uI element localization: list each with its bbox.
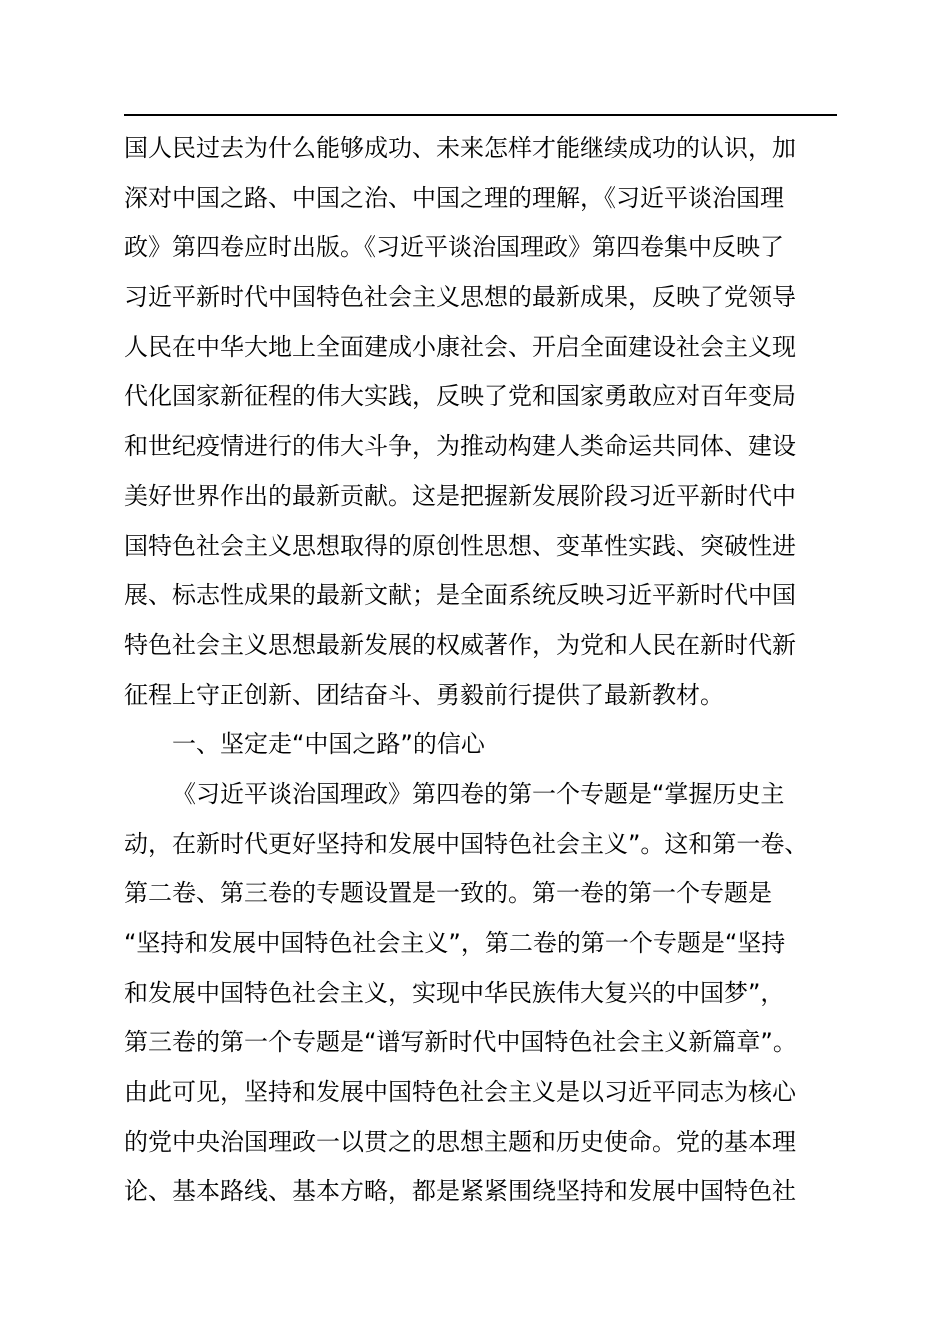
paragraph-section-body xyxy=(124,770,837,1217)
paragraph-continuation xyxy=(124,124,837,720)
text-line: 深对中国之路、中国之治、中国之理的理解，《习近平谈治国理 xyxy=(124,183,784,212)
text-line: 国人民过去为什么能够成功、未来怎样才能继续成功的认识，加 xyxy=(124,134,796,162)
text-line: 征程上守正创新、团结奋斗、勇毅前行提供了最新教材。 xyxy=(124,680,724,709)
text-line: 由此可见，坚持和发展中国特色社会主义是以习近平同志为核心 xyxy=(124,1078,796,1107)
text-line: “坚持和发展中国特色社会主义”，第二卷的第一个专题是“坚持 xyxy=(124,929,786,957)
text-line: 人民在中华大地上全面建成小康社会、开启全面建设社会主义现 xyxy=(124,332,796,361)
text-line: 和发展中国特色社会主义，实现中华民族伟大复兴的中国梦”， xyxy=(124,978,785,1007)
text-line: 论、基本路线、基本方略，都是紧紧围绕坚持和发展中国特色社 xyxy=(124,1177,796,1206)
section-heading-text: 一、坚定走“中国之路”的信心 xyxy=(172,730,485,759)
header-rule xyxy=(124,114,837,116)
text-line: 代化国家新征程的伟大实践，反映了党和国家勇敢应对百年变局 xyxy=(124,382,796,411)
text-line: 动，在新时代更好坚持和发展中国特色社会主义”。这和第一卷、 xyxy=(124,829,809,858)
text-line: 政》第四卷应时出版。《习近平谈治国理政》第四卷集中反映了 xyxy=(124,233,784,262)
text-line: 美好世界作出的最新贡献。这是把握新发展阶段习近平新时代中 xyxy=(124,481,796,510)
text-line: 习近平新时代中国特色社会主义思想的最新成果，反映了党领导 xyxy=(124,283,796,312)
text-line: 展、标志性成果的最新文献；是全面系统反映习近平新时代中国 xyxy=(124,581,796,610)
text-line: 国特色社会主义思想取得的原创性思想、变革性实践、突破性进 xyxy=(124,531,796,560)
text-line: 和世纪疫情进行的伟大斗争，为推动构建人类命运共同体、建设 xyxy=(124,432,796,461)
text-line: 的党中央治国理政一以贯之的思想主题和历史使命。党的基本理 xyxy=(124,1127,796,1156)
text-line: 第二卷、第三卷的专题设置是一致的。第一卷的第一个专题是 xyxy=(124,879,772,908)
document-body xyxy=(124,124,837,1217)
text-line: 《习近平谈治国理政》第四卷的第一个专题是“掌握历史主 xyxy=(172,779,785,808)
section-heading xyxy=(124,720,837,770)
text-line: 特色社会主义思想最新发展的权威著作，为党和人民在新时代新 xyxy=(124,630,796,659)
text-line: 第三卷的第一个专题是“谱写新时代中国特色社会主义新篇章”。 xyxy=(124,1028,797,1057)
